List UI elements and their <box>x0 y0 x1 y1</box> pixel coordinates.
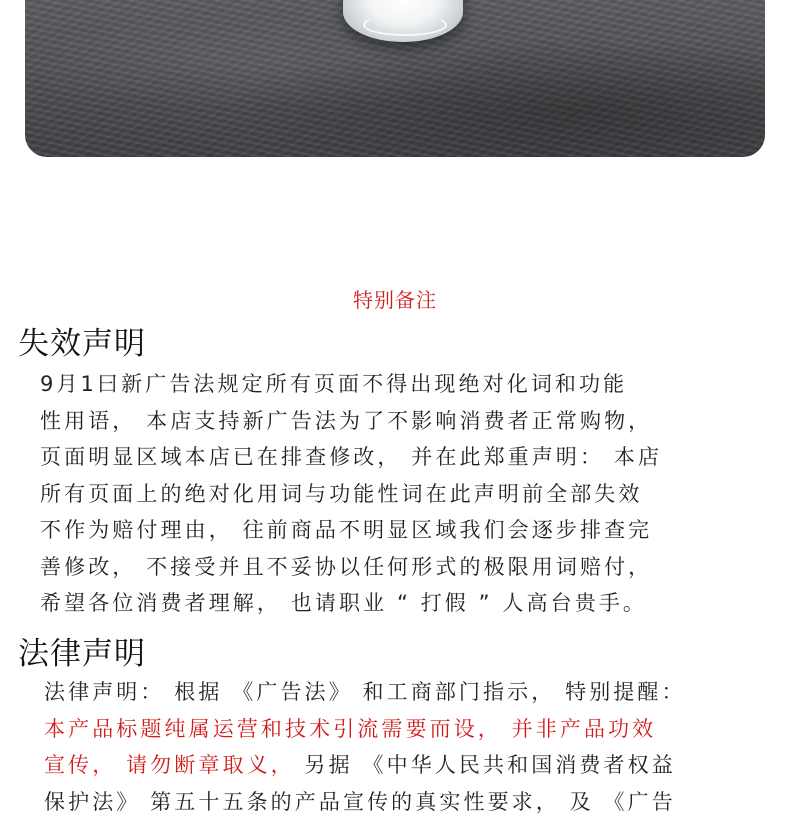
legal-line-highlight: 宣传， 请勿断章取义， <box>44 753 295 777</box>
legal-paragraph <box>44 674 774 820</box>
disclaimer-line: 不作为赔付理由， 往前商品不明显区域我们会逐步排查完 <box>40 512 770 549</box>
disclaimer-paragraph <box>40 366 770 622</box>
special-note-title: 特别备注 <box>0 284 790 313</box>
disclaimer-line: 性用语， 本店支持新广告法为了不影响消费者正常购物， <box>40 403 770 440</box>
legal-line-highlight: 本产品标题纯属运营和技术引流需要而设， 并非产品功效 <box>44 711 774 748</box>
disclaimer-line: 善修改， 不接受并且不妥协以任何形式的极限用词赔付， <box>40 549 770 586</box>
disclaimer-line: 页面明显区域本店已在排查修改， 并在此郑重声明： 本店 <box>40 439 770 476</box>
legal-line <box>44 747 774 784</box>
disclaimer-line: 希望各位消费者理解， 也请职业 “ 打假 ” 人高台贵手。 <box>40 585 770 622</box>
legal-line-text: 另据 《中华人民共和国消费者权益 <box>295 753 676 777</box>
legal-line: 法律声明： 根据 《广告法》 和工商部门指示， 特别提醒： <box>44 674 774 711</box>
disclaimer-line: 所有页面上的绝对化用词与功能性词在此声明前全部失效 <box>40 476 770 513</box>
disclaimer-line: 9月1曰新广告法规定所有页面不得出现绝对化词和功能 <box>40 366 770 403</box>
legal-heading: 法律声明 <box>18 628 146 673</box>
product-jar-ridge <box>363 14 447 36</box>
disclaimer-heading: 失效声明 <box>18 318 146 363</box>
legal-line: 保护法》 第五十五条的产品宣传的真实性要求， 及 《广告 <box>44 784 774 820</box>
product-photo <box>25 0 765 157</box>
